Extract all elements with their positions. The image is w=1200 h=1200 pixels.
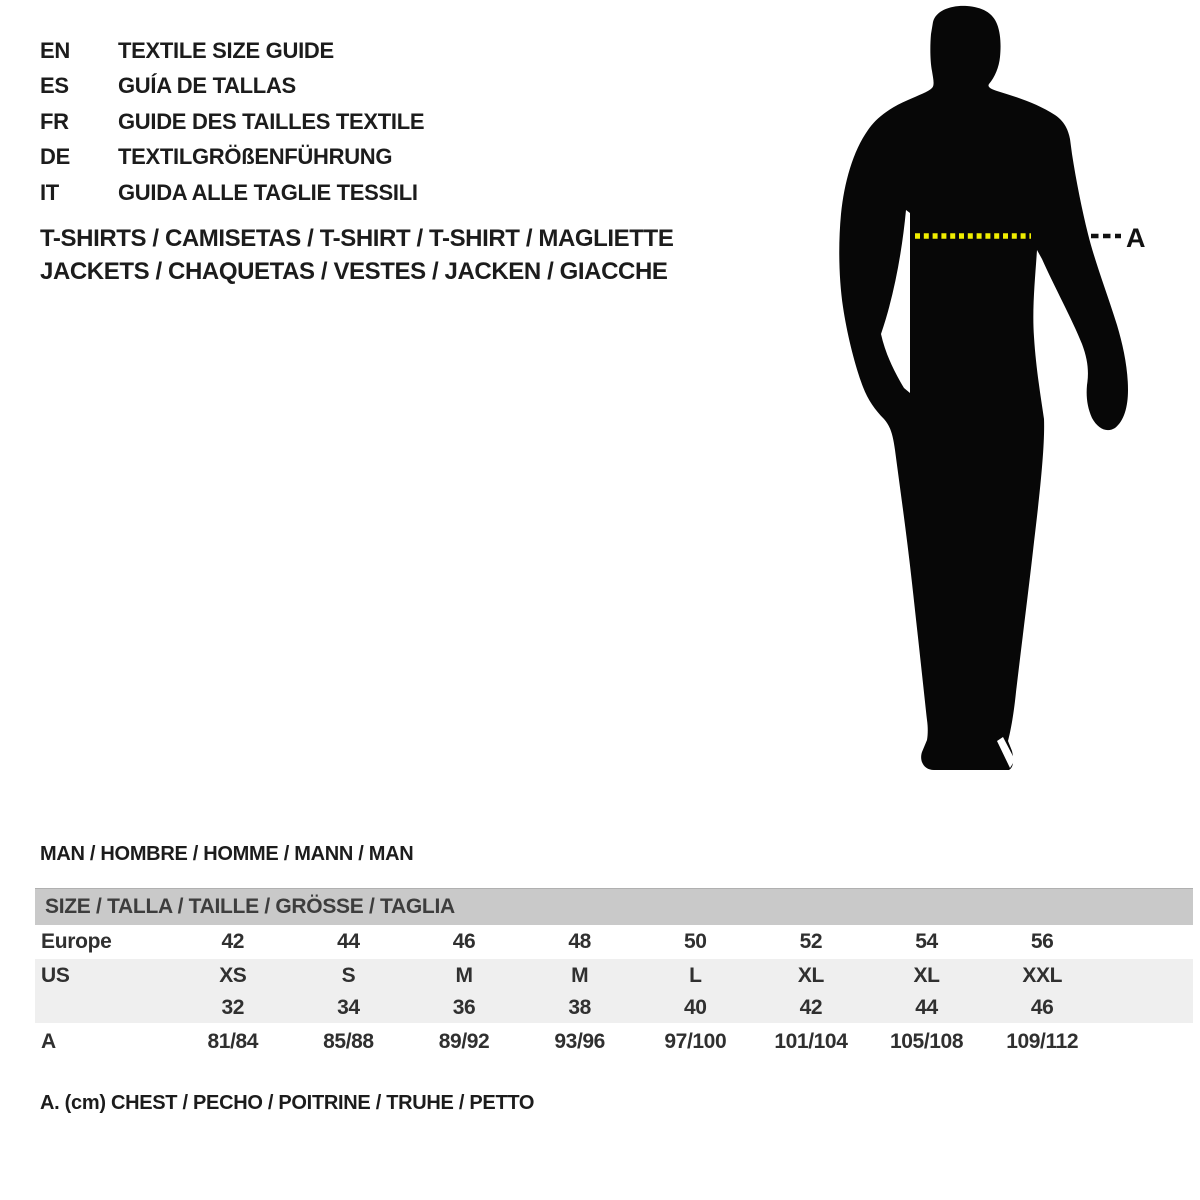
lang-title: TEXTILE SIZE GUIDE [118, 37, 334, 63]
size-cell: S [341, 963, 356, 987]
language-title-block [40, 33, 424, 211]
table-row-europe [35, 925, 1193, 959]
size-cell: 34 [337, 995, 360, 1019]
size-cell: 32 [221, 995, 245, 1019]
size-cell: 101/104 [774, 1029, 848, 1053]
category-line-tshirts: T-SHIRTS / CAMISETAS / T-SHIRT / T-SHIRT / MAGLIETTE [40, 225, 674, 252]
size-cell: XL [913, 963, 940, 987]
lang-row-es [40, 69, 424, 105]
size-cell: M [455, 963, 473, 987]
measurement-figure [820, 0, 1200, 800]
size-cell: 89/92 [438, 1029, 490, 1053]
lang-title: GUIDA ALLE TAGLIE TESSILI [118, 179, 418, 205]
size-cell: 42 [799, 995, 823, 1019]
category-line-jackets: JACKETS / CHAQUETAS / VESTES / JACKEN / GIACCHE [40, 258, 668, 285]
lang-code: IT [40, 179, 59, 205]
size-cell: XXL [1022, 963, 1063, 987]
table-row-us [35, 959, 1193, 992]
lang-row-fr [40, 104, 424, 140]
size-cell: 97/100 [664, 1029, 727, 1053]
size-cell: 46 [1030, 995, 1054, 1019]
size-cell: 56 [1030, 930, 1054, 953]
size-cell: 54 [915, 930, 938, 953]
size-cell: 46 [452, 930, 476, 953]
lang-code: EN [40, 37, 70, 63]
size-cell: L [689, 963, 702, 987]
row-label: Europe [41, 930, 112, 953]
row-label: US [41, 963, 70, 987]
man-silhouette [839, 6, 1128, 770]
size-cell: 38 [568, 995, 591, 1019]
lang-row-de [40, 140, 424, 176]
size-cell: 36 [452, 995, 476, 1019]
size-cell: M [571, 963, 589, 987]
size-cell: 44 [337, 930, 360, 953]
size-table-header-bar [35, 888, 1193, 925]
lang-code: ES [40, 73, 69, 99]
size-cell: 42 [221, 930, 245, 953]
size-table-header-label: SIZE / TALLA / TAILLE / GRÖSSE / TAGLIA [45, 895, 455, 918]
lang-title: GUÍA DE TALLAS [118, 73, 296, 99]
lang-row-en [40, 33, 424, 69]
measure-label-a: A [1126, 223, 1146, 253]
size-cell: 48 [568, 930, 591, 953]
lang-title: TEXTILGRÖßENFÜHRUNG [118, 144, 393, 170]
measurement-footnote: A. (cm) CHEST / PECHO / POITRINE / TRUHE / PETTO [40, 1092, 535, 1114]
size-cell: 105/108 [890, 1029, 964, 1053]
size-cell: XS [219, 963, 247, 987]
size-cell: 81/84 [207, 1029, 259, 1053]
table-row-chest-a [35, 1023, 1193, 1060]
lang-code: FR [40, 108, 69, 134]
size-table [35, 888, 1193, 1060]
lang-title: GUIDE DES TAILLES TEXTILE [118, 108, 425, 134]
size-cell: 52 [799, 930, 823, 953]
size-cell: 50 [684, 930, 707, 953]
size-cell: 93/96 [554, 1029, 605, 1053]
size-cell: 85/88 [323, 1029, 374, 1053]
lang-row-it [40, 175, 424, 211]
size-cell: 44 [915, 995, 938, 1019]
lang-code: DE [40, 144, 70, 170]
size-cell: 40 [684, 995, 707, 1019]
section-heading-man: MAN / HOMBRE / HOMME / MANN / MAN [40, 843, 414, 865]
size-cell: 109/112 [1006, 1029, 1079, 1053]
row-label: A [41, 1029, 56, 1053]
table-row-numeric [35, 992, 1193, 1023]
size-cell: XL [797, 963, 824, 987]
category-block [40, 222, 673, 288]
